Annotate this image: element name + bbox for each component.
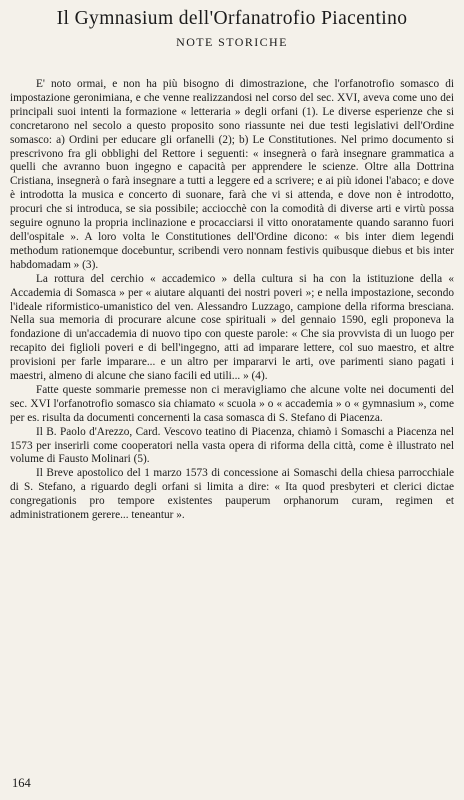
page-title: Il Gymnasium dell'Orfanatrofio Piacentino — [56, 8, 408, 29]
paragraph: Il B. Paolo d'Arezzo, Card. Vescovo teatino di Piacenza, chiamò i Somaschi a Piacenza nel 1573 per inserirli come cooperatori nella vasta opera di riforma della città, come è illustrato nel volume di Fausto Molinari (5). — [10, 425, 454, 466]
paragraph: E' noto ormai, e non ha più bisogno di dimostrazione, che l'orfanotrofio somasco di impostazione geronimiana, e che venne realizzandosi nel corso del sec. XVI, aveva come uno dei principali suoi intenti la formazione « letteraria » degli orfani (1). Le diverse esperienze che si concretarono nel secolo a questo proposito sono riassunte nei due testi legislativi dell'Ordine somasco: a) Ordini per educare gli orfanelli (2); b) Le Constitutiones. Nel primo documento si prescrivono fra gli obblighi del Rettore i seguenti: « insegnerà o farà insegnare grammatica a quelli che avranno buon ingegno e capacità per apprendere le scienze. Oltre alla Dottrina Cristiana, insegnerà o farà insegnare a tutti a leggere ed a scrivere; e ai più idonei l'abaco; e dove è introdotta la musica e concerto di suonare, farà che vi si attenda, e dove non è introdotto, procuri che si introduca, se sia possibile; acciocchè con la comodità di diverse arti e virtù possa seguire ognuno la propria inclinazione e procacciarsi il vitto onoratamente quando saranno fuori dell'ospitale ». A loro volta le Constitutiones dell'Ordine dicono: « bis inter diem legendi methodum rationemque docebuntur, scribendi vero nonnam festivis quibusque diebus et bis inter habdomadam » (3). — [10, 78, 454, 271]
paragraph: Fatte queste sommarie premesse non ci meravigliamo che alcune volte nei documenti del sec. XVI l'orfanotrofio somasco sia chiamato « scuola » o « accademia » o « gymnasium », come per es. risulta da documenti concernenti la casa somasca di S. Stefano di Piacenza. — [10, 383, 454, 424]
page-subtitle: NOTE STORICHE — [176, 35, 288, 49]
body-text — [10, 78, 454, 523]
page-number: 164 — [12, 776, 31, 790]
paragraph: Il Breve apostolico del 1 marzo 1573 di concessione ai Somaschi della chiesa parrocchiale di S. Stefano, a riguardo degli orfani si limita a dire: « Ita quod presbyteri et clerici dictae congregationis pro tempore existentes pauperum orphanorum curam, regimen et administrationem gerere... teneantur ». — [10, 467, 454, 522]
paragraph: La rottura del cerchio « accademico » della cultura si ha con la istituzione della « Accademia di Somasca » per « aiutare alquanti dei nostri poveri »; e nella impostazione, secondo l'ideale riformistico-umanistico del ven. Alessandro Luzzago, campione della riforma bresciana. Nella sua memoria di procurare alcune cose spirituali » del gennaio 1590, egli proponeva la fondazione di un'accademia di nuovo tipo con queste parole: « Che sia provvista di un luogo per recapito dei figlioli poveri e di bell'ingegno, atti ad imparare lettere, col suo maestro, et altre provisioni per farle imparare... e un altro per impararvi le arti, ove parimenti siano pagati i maestri, almeno di alcune che siano facili ed utili... » (4). — [10, 272, 454, 383]
